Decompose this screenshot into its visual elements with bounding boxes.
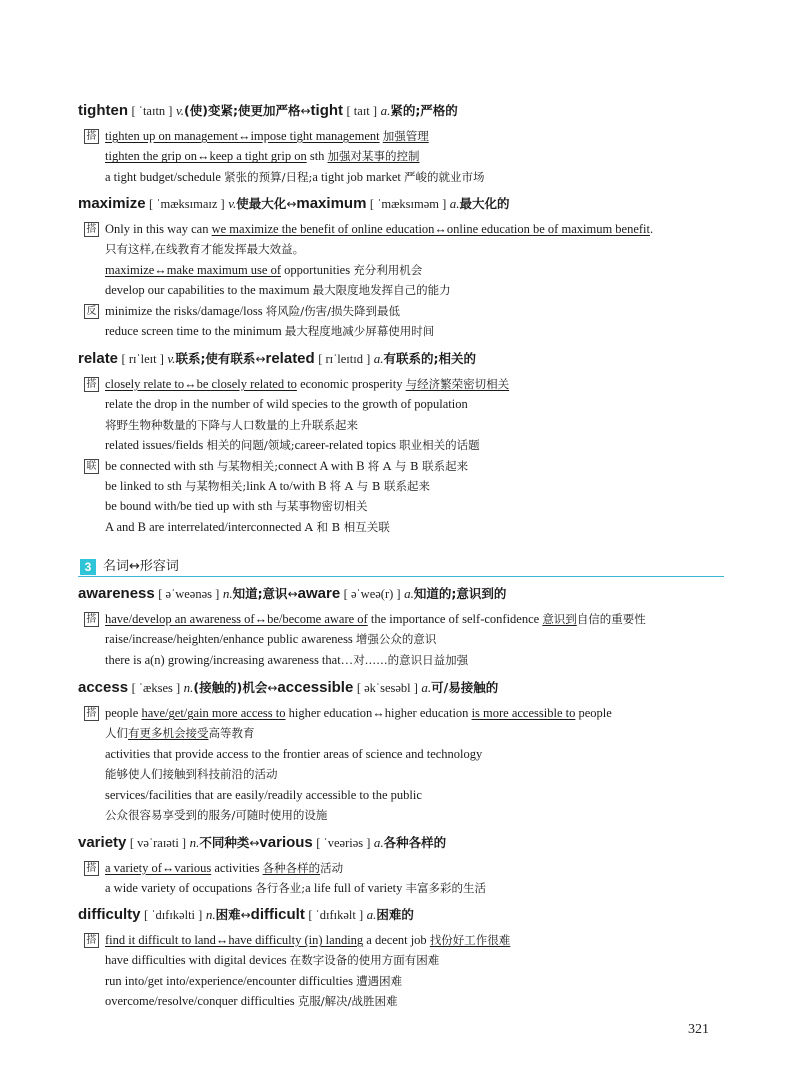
related-phonetic: [ əˈweə(r) ] xyxy=(343,587,401,601)
arrow-icon: ↔ xyxy=(267,681,278,695)
example-translation: 相关的问题/领域; xyxy=(206,438,295,453)
related-headword: maximum xyxy=(296,195,367,212)
example-line xyxy=(78,496,738,516)
entry-relate xyxy=(78,349,738,537)
arrow-icon: ↔ xyxy=(286,197,297,211)
related-part-of-speech: a. xyxy=(449,196,460,211)
example-underlined: we maximize the benefit of online education↔online education be of maximum benefit xyxy=(211,222,650,236)
phonetic: [ rɪˈleɪt ] xyxy=(121,352,164,366)
related-headword: various xyxy=(259,834,313,851)
example-translation: 将 A 与 B 联系起来 xyxy=(367,458,469,473)
example-translation: 最大程度地减少屏幕使用时间 xyxy=(284,324,435,339)
example-translation-underlined: 各种各样的 xyxy=(262,861,321,875)
example-translation: 加强对某事的控制 xyxy=(327,149,420,164)
part-of-speech: n. xyxy=(189,835,200,850)
example-line xyxy=(78,435,738,455)
related-part-of-speech: a. xyxy=(366,907,377,922)
headword: maximize xyxy=(78,195,146,212)
example-underlined: have/develop an awareness of↔be/become aware of xyxy=(105,612,368,626)
example-text: activities xyxy=(211,861,263,875)
example-text: . xyxy=(650,222,654,236)
example-line xyxy=(78,476,738,496)
related-phonetic: [ rɪˈleɪtɪd ] xyxy=(318,352,371,366)
part-of-speech: n. xyxy=(205,907,216,922)
example-line xyxy=(78,126,738,146)
example-translation: 与某物相关; xyxy=(216,458,279,473)
example-text: connect A with B xyxy=(278,458,368,473)
example-text: activities that provide access to the frontier areas of science and technology xyxy=(105,746,483,761)
example-text: services/facilities that are easily/readily accessible to the public xyxy=(105,787,422,802)
entry-head xyxy=(78,678,738,699)
example-line xyxy=(78,650,738,670)
collocation-tag: 搭 xyxy=(84,861,99,876)
entry-maximize xyxy=(78,194,738,341)
entry-head xyxy=(78,905,738,926)
headword: difficulty xyxy=(78,906,141,923)
phonetic: [ ˈmæksɪmaɪz ] xyxy=(149,197,225,211)
example-line xyxy=(78,703,738,723)
example-text: a wide variety of occupations xyxy=(105,881,256,896)
part-of-speech: v. xyxy=(228,196,237,211)
example-line xyxy=(78,744,738,764)
phonetic: [ əˈweənəs ] xyxy=(158,587,220,601)
headword: awareness xyxy=(78,585,155,602)
headword: relate xyxy=(78,350,119,367)
example-line xyxy=(78,260,738,280)
definition: 不同种类 xyxy=(199,835,250,850)
related-part-of-speech: a. xyxy=(373,351,384,366)
example-line xyxy=(78,517,738,537)
related-part-of-speech: a. xyxy=(373,835,384,850)
example-text: run into/get into/experience/encounter difficulties xyxy=(105,973,357,988)
example-translation: 人们 xyxy=(105,726,128,741)
definition: 困难 xyxy=(215,907,241,922)
related-phonetic: [ əkˈsesəbl ] xyxy=(356,681,418,695)
example-translation: 将野生物种数量的下降与人口数量的上升联系起来 xyxy=(105,417,358,432)
example-translation: 高等教育 xyxy=(208,726,255,741)
example-underlined: tighten the grip on↔keep a tight grip on xyxy=(105,149,307,164)
example-text: the importance of self-confidence xyxy=(367,612,543,626)
arrow-icon: ↔ xyxy=(300,104,311,118)
example-underlined: maximize↔make maximum use of xyxy=(105,262,281,277)
example-line xyxy=(78,374,738,394)
example-underlined: closely relate to↔be closely related to xyxy=(105,377,297,391)
example-translation: 对……的意识日益加强 xyxy=(353,652,469,667)
part-of-speech: v. xyxy=(175,103,185,118)
entry-head xyxy=(78,194,738,215)
entry-awareness xyxy=(78,584,738,670)
example-line xyxy=(78,415,738,435)
example-translation: 与经济繁荣密切相关 xyxy=(405,377,510,391)
section-number: 3 xyxy=(80,559,96,575)
example-text: economic prosperity xyxy=(296,377,406,391)
example-translation: 与某物相关; xyxy=(184,479,247,494)
arrow-icon: ↔ xyxy=(255,352,266,366)
page-number: 321 xyxy=(688,1022,709,1037)
related-part-of-speech: a. xyxy=(404,586,414,601)
example-underlined: find it difficult to land↔have difficulty (in) landing xyxy=(105,933,364,947)
definition: (使)变紧;使更加严格 xyxy=(184,103,301,118)
example-text: develop our capabilities to the maximum xyxy=(105,283,313,298)
part-of-speech: n. xyxy=(183,680,194,695)
example-text: be linked to sth xyxy=(105,479,185,494)
example-text: there is a(n) growing/increasing awareness that… xyxy=(105,652,354,667)
example-line xyxy=(78,167,738,187)
arrow-icon: ↔ xyxy=(240,908,251,922)
example-translation: 只有这样,在线教育才能发挥最大效益。 xyxy=(105,242,305,257)
example-text: a life full of variety xyxy=(305,881,406,896)
example-translation: 丰富多彩的生活 xyxy=(405,881,486,896)
example-translation: 将风险/伤害/损失降到最低 xyxy=(265,303,400,318)
arrow-icon: ↔ xyxy=(249,836,260,850)
example-text: relate the drop in the number of wild species to the growth of population xyxy=(105,397,468,412)
example-line xyxy=(78,301,738,321)
example-underlined: have/get/gain more access to xyxy=(141,706,286,720)
example-text: A and B are interrelated/interconnected xyxy=(105,519,305,534)
example-line xyxy=(78,785,738,805)
example-line xyxy=(78,239,738,259)
example-translation: 将 A 与 B 联系起来 xyxy=(329,479,430,494)
related-headword: tight xyxy=(310,102,344,119)
example-translation: 严峻的就业市场 xyxy=(403,169,485,184)
example-translation: 活动 xyxy=(320,861,344,875)
related-headword: difficult xyxy=(250,906,305,923)
example-line xyxy=(78,146,738,166)
example-translation: 增强公众的意识 xyxy=(355,632,437,647)
example-underlined: is more accessible to xyxy=(471,706,576,720)
example-line xyxy=(78,219,738,239)
example-line xyxy=(78,394,738,414)
definition: 联系;使有联系 xyxy=(175,351,256,366)
example-line xyxy=(78,930,738,950)
related-phonetic: [ ˈveəriəs ] xyxy=(316,836,371,850)
example-translation: 充分利用机会 xyxy=(353,262,423,277)
related-definition: 知道的;意识到的 xyxy=(413,586,507,601)
definition: 使最大化 xyxy=(236,196,287,211)
related-part-of-speech: a. xyxy=(380,103,391,118)
related-phonetic: [ ˈmæksɪməm ] xyxy=(369,197,447,211)
example-text: a tight job market xyxy=(312,169,404,184)
phonetic: [ ˈdɪfɪkəlti ] xyxy=(144,908,203,922)
part-of-speech: v. xyxy=(167,351,176,366)
collocation-tag: 搭 xyxy=(84,706,99,721)
example-text: a decent job xyxy=(363,933,430,947)
related-definition: 各种各样的 xyxy=(383,835,447,850)
example-translation: 克服/解决/战胜困难 xyxy=(297,994,398,1009)
related-definition: 有联系的;相关的 xyxy=(383,351,477,366)
collocation-tag: 搭 xyxy=(84,612,99,627)
example-translation: 最大限度地发挥自己的能力 xyxy=(312,283,451,298)
related-definition: 困难的 xyxy=(376,907,414,922)
related-definition: 最大化的 xyxy=(459,196,510,211)
related-definition: 可/易接触的 xyxy=(431,680,499,695)
example-translation-underlined: 有更多机会接受 xyxy=(128,726,209,741)
related-headword: aware xyxy=(297,585,341,602)
example-line xyxy=(78,723,738,743)
arrow-icon: ↔ xyxy=(287,587,298,601)
example-translation: 能够使人们接触到科技前沿的活动 xyxy=(105,767,278,782)
example-line xyxy=(78,629,738,649)
entry-variety xyxy=(78,833,738,899)
section-title: 名词↔形容词 xyxy=(103,559,179,574)
related-phonetic: [ ˈdɪfɪkəlt ] xyxy=(308,908,364,922)
example-text: be connected with sth xyxy=(105,458,217,473)
example-line xyxy=(78,971,738,991)
example-translation: 与某事物密切相关 xyxy=(275,499,368,514)
headword: access xyxy=(78,679,129,696)
collocation-tag: 搭 xyxy=(84,933,99,948)
example-line xyxy=(78,321,738,341)
example-translation: 在数字设备的使用方面有困难 xyxy=(289,953,440,968)
example-text: link A to/with B xyxy=(246,479,330,494)
example-translation: 公众很容易享受到的服务/可随时使用的设施 xyxy=(105,808,328,823)
example-text: overcome/resolve/conquer difficulties xyxy=(105,994,298,1009)
example-translation: 各行各业; xyxy=(255,881,306,896)
example-translation-underlined: 意识到 xyxy=(542,612,577,626)
example-underlined: tighten up on management↔impose tight management xyxy=(105,129,380,143)
headword: tighten xyxy=(78,102,128,119)
section-header xyxy=(78,559,724,577)
example-text: opportunities xyxy=(281,262,354,277)
entry-head xyxy=(78,349,738,370)
definition: 知道;意识 xyxy=(232,586,288,601)
related-phonetic: [ taɪt ] xyxy=(346,104,378,118)
related-headword: related xyxy=(265,350,315,367)
example-text: people xyxy=(575,706,612,720)
entry-access xyxy=(78,678,738,825)
entry-head xyxy=(78,584,738,605)
related-headword: accessible xyxy=(277,679,354,696)
example-text: people xyxy=(105,706,142,720)
example-line xyxy=(78,858,738,878)
example-line xyxy=(78,280,738,300)
example-line xyxy=(78,805,738,825)
example-translation: 自信的重要性 xyxy=(576,612,646,626)
association-tag: 联 xyxy=(84,459,99,474)
part-of-speech: n. xyxy=(222,586,233,601)
example-text: sth xyxy=(306,149,328,164)
example-text: higher education↔higher education xyxy=(285,706,472,720)
collocation-tag: 搭 xyxy=(84,377,99,392)
definition: (接触的)机会 xyxy=(193,680,268,695)
collocation-tag: 搭 xyxy=(84,129,99,144)
entry-tighten xyxy=(78,101,738,187)
example-line xyxy=(78,950,738,970)
phonetic: [ ˈtaɪtn ] xyxy=(131,104,173,118)
example-text: be bound with/be tied up with sth xyxy=(105,499,276,514)
example-line xyxy=(78,991,738,1011)
example-translation: 紧张的预算/日程; xyxy=(224,169,313,184)
collocation-tag: 搭 xyxy=(84,222,99,237)
entry-head xyxy=(78,833,738,854)
phonetic: [ vəˈraɪəti ] xyxy=(129,836,187,850)
example-text: minimize the risks/damage/loss xyxy=(105,303,266,318)
example-text: have difficulties with digital devices xyxy=(105,953,290,968)
example-line xyxy=(78,764,738,784)
example-text: reduce screen time to the minimum xyxy=(105,324,285,339)
example-text: Only in this way can xyxy=(105,222,212,236)
example-translation: 遭遇困难 xyxy=(356,973,403,988)
example-translation-underlined: 找份好工作很难 xyxy=(429,933,511,947)
example-text: a tight budget/schedule xyxy=(105,169,225,184)
antonym-tag: 反 xyxy=(84,304,99,319)
example-translation: 加强管理 xyxy=(382,129,429,143)
related-definition: 紧的;严格的 xyxy=(390,103,458,118)
example-underlined: a variety of↔various xyxy=(105,861,212,875)
example-text: career-related topics xyxy=(294,438,400,453)
example-text: related issues/fields xyxy=(105,438,207,453)
example-text: raise/increase/heighten/enhance public awareness xyxy=(105,632,356,647)
example-line xyxy=(78,878,738,898)
entry-head xyxy=(78,101,738,122)
related-part-of-speech: a. xyxy=(421,680,432,695)
entry-difficulty xyxy=(78,905,738,1012)
example-line xyxy=(78,609,738,629)
headword: variety xyxy=(78,834,127,851)
example-line xyxy=(78,456,738,476)
example-translation: A 和 B 相互关联 xyxy=(304,519,390,534)
phonetic: [ ˈækses ] xyxy=(131,681,181,695)
example-translation: 职业相关的话题 xyxy=(399,438,480,453)
